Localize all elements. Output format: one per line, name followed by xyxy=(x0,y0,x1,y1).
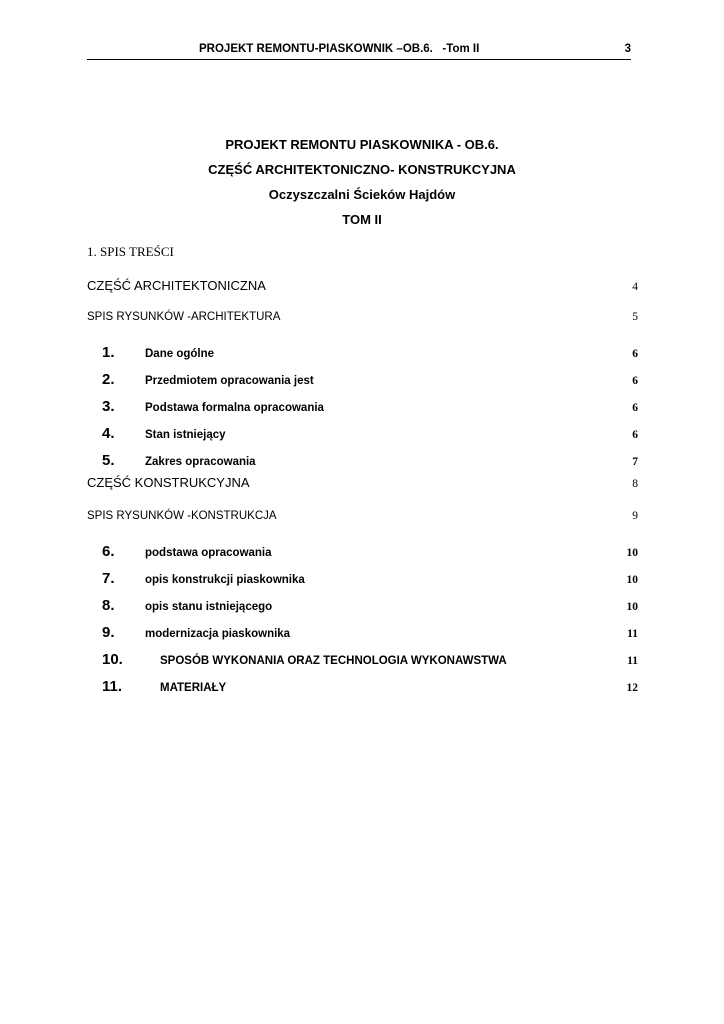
document-title: PROJEKT REMONTU PIASKOWNIKA - OB.6. xyxy=(225,137,499,152)
toc-entry[interactable] xyxy=(87,278,638,298)
toc-entry-page: 11 xyxy=(627,655,638,667)
toc-entry[interactable] xyxy=(87,624,638,644)
toc-entry-number: 1. xyxy=(102,344,115,361)
toc-entry-page: 5 xyxy=(632,311,638,323)
toc-entry-label: modernizacja piaskownika xyxy=(145,628,291,640)
toc-entry[interactable] xyxy=(87,398,638,418)
toc-entry-page: 8 xyxy=(632,478,638,490)
toc-entry-label: SPIS RYSUNKÓW -ARCHITEKTURA xyxy=(87,311,281,323)
toc-entry-number: 11. xyxy=(102,678,123,695)
toc-entry-page: 10 xyxy=(626,574,638,586)
document-volume: TOM II xyxy=(342,212,382,227)
toc-entry-number: 5. xyxy=(102,452,115,469)
toc-entry[interactable] xyxy=(87,543,638,563)
toc-entry[interactable] xyxy=(87,425,638,445)
toc-entry-number: 2. xyxy=(102,371,115,388)
toc-entry-page: 7 xyxy=(632,456,638,468)
toc-entry-label: opis stanu istniejącego xyxy=(145,601,273,613)
toc-entry-label: Zakres opracowania xyxy=(145,456,256,468)
running-header-page-number: 3 xyxy=(624,43,631,55)
section-heading: 1. SPIS TREŚCI xyxy=(87,244,174,259)
toc-entry[interactable] xyxy=(87,510,638,530)
toc-entry-page: 10 xyxy=(626,601,638,613)
toc-entry[interactable] xyxy=(87,344,638,364)
toc-entry-page: 6 xyxy=(632,402,638,414)
toc-entry-label: podstawa opracowania xyxy=(145,547,272,559)
toc-entry-page: 6 xyxy=(632,375,638,387)
toc-entry-number: 7. xyxy=(102,570,115,587)
running-header xyxy=(87,43,631,60)
toc-entry-label: Podstawa formalna opracowania xyxy=(145,402,324,414)
toc-entry-number: 3. xyxy=(102,398,115,415)
toc-entry-page: 9 xyxy=(632,510,638,522)
toc-entry[interactable] xyxy=(87,570,638,590)
toc-entry[interactable] xyxy=(87,475,638,495)
toc-entry-label: SPIS RYSUNKÓW -KONSTRUKCJA xyxy=(87,510,277,522)
toc-entry-label: Stan istniejący xyxy=(145,429,226,441)
toc-entry[interactable] xyxy=(87,678,638,698)
document-facility: Oczyszczalni Ścieków Hajdów xyxy=(268,187,456,202)
toc-entry-number: 10. xyxy=(102,651,123,668)
toc-entry[interactable] xyxy=(87,452,638,472)
toc-entry-label: CZĘŚĆ KONSTRUKCYJNA xyxy=(87,475,250,490)
toc-entry-label: Przedmiotem opracowania jest xyxy=(145,375,314,387)
toc-entry-page: 6 xyxy=(632,429,638,441)
toc-entry-page: 6 xyxy=(632,348,638,360)
toc-entry[interactable] xyxy=(87,597,638,617)
toc-entry-number: 6. xyxy=(102,543,115,560)
toc-entry-page: 4 xyxy=(632,281,638,293)
toc-entry-label: opis konstrukcji piaskownika xyxy=(145,574,305,586)
toc-entry-number: 4. xyxy=(102,425,115,442)
toc-entry[interactable] xyxy=(87,651,638,671)
toc-entry-page: 11 xyxy=(627,628,638,640)
toc-entry-page: 12 xyxy=(626,682,638,694)
toc-entry-label: CZĘŚĆ ARCHITEKTONICZNA xyxy=(87,278,266,293)
toc-entry-label: MATERIAŁY xyxy=(160,682,227,694)
toc-entry-label: SPOSÓB WYKONANIA ORAZ TECHNOLOGIA WYKONAWSTWA xyxy=(160,655,507,667)
running-header-title: PROJEKT REMONTU-PIASKOWNIK –OB.6. -Tom II xyxy=(199,43,480,55)
document-subtitle: CZĘŚĆ ARCHITEKTONICZNO- KONSTRUKCYJNA xyxy=(208,162,516,177)
toc-entry[interactable] xyxy=(87,371,638,391)
toc-entry[interactable] xyxy=(87,311,638,331)
toc-entry-number: 8. xyxy=(102,597,115,614)
toc-entry-number: 9. xyxy=(102,624,115,641)
toc-entry-page: 10 xyxy=(626,547,638,559)
toc-entry-label: Dane ogólne xyxy=(145,348,215,360)
